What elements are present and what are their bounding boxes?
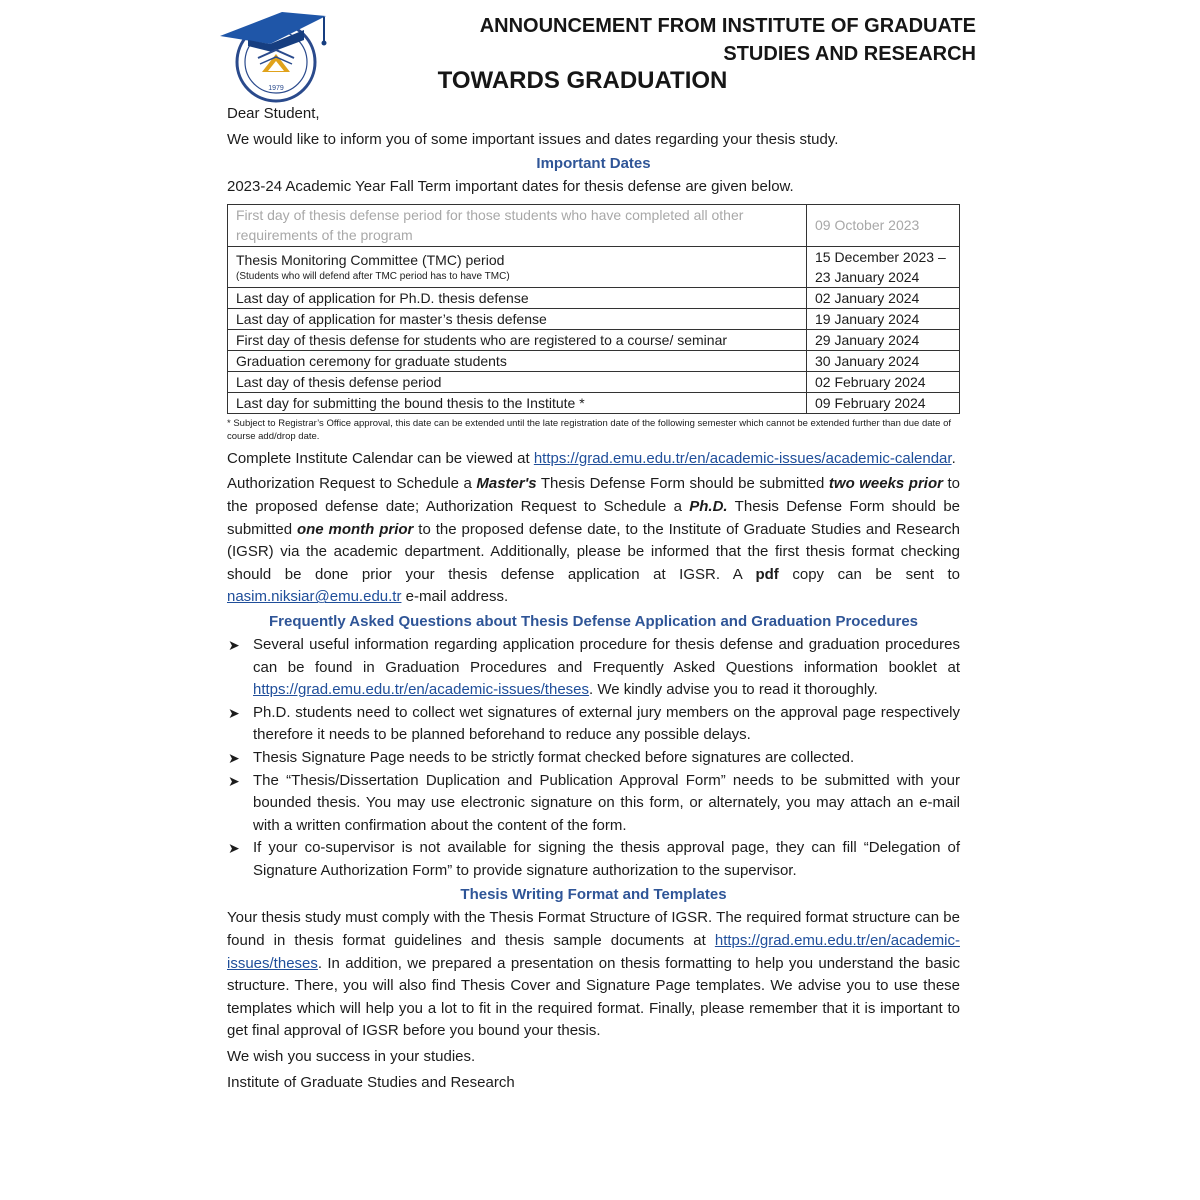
calendar-paragraph — [227, 448, 960, 471]
auth-pdf: pdf — [755, 565, 779, 583]
greeting: Dear Student, — [227, 105, 320, 122]
arrow-bullet-icon: ➤ — [228, 840, 240, 857]
auth-text-5: to the proposed defense date, to the Institute of Graduate Studies and Research (IGSR) via the academic department. Additionally, please be informed that the first thesis format checking should be done prior your thesis defense application at IGSR. A — [227, 520, 960, 583]
event-cell — [228, 246, 807, 287]
calendar-end: . — [951, 449, 956, 467]
format-text-2: . In addition, we prepared a presentation on thesis formatting to help you understand the basic structure. There, you will also find Thesis Cover and Signature Page templates. We advise you to use these templates which will help you a lot to fit in the required format. Finally, please remember that it is important to get final approval of IGSR before you bound your thesis. — [227, 954, 960, 1040]
announcement-header — [470, 12, 976, 68]
event-cell: Last day of thesis defense period — [228, 371, 807, 392]
faq-item-text: Thesis Signature Page needs to be strictly format checked before signatures are collected. — [253, 748, 855, 766]
auth-one-month: one month prior — [296, 520, 414, 538]
table-footnote: * Subject to Registrar’s Office approval, this date can be extended until the late registration date of the following semester which cannot be extended further than due date of course add/drop date. — [227, 417, 952, 442]
event-cell: Last day of application for master’s thesis defense — [228, 308, 807, 329]
closing-text: We wish you success in your studies. — [227, 1048, 476, 1066]
date-cell: 09 October 2023 — [807, 204, 960, 246]
table-row — [228, 329, 960, 350]
auth-two-weeks: two weeks prior — [828, 475, 943, 493]
auth-text-3: to the proposed defense date; Authorization Request to Schedule a — [227, 475, 960, 515]
arrow-bullet-icon: ➤ — [228, 772, 240, 789]
format-heading: Thesis Writing Format and Templates — [460, 886, 727, 904]
format-paragraph — [227, 907, 960, 1043]
email-link[interactable]: nasim.niksiar@emu.edu.tr — [227, 588, 402, 606]
date-cell: 02 February 2024 — [807, 371, 960, 392]
table-row — [228, 371, 960, 392]
svg-text:1979: 1979 — [268, 85, 284, 92]
date-cell: 09 February 2024 — [807, 392, 960, 413]
dates-table — [227, 204, 960, 414]
faq-heading: Frequently Asked Questions about Thesis Defense Application and Graduation Procedures — [268, 612, 918, 630]
list-item — [227, 702, 960, 747]
date-cell: 19 January 2024 — [807, 308, 960, 329]
faq-item-text: Several useful information regarding application procedure for thesis defense and graduation procedures can be found in Graduation Procedures and Frequently Asked Questions information booklet at — [253, 635, 960, 676]
auth-phd: Ph.D. — [689, 497, 728, 515]
letter-body — [227, 103, 960, 1094]
list-item — [227, 747, 960, 770]
event-label: Thesis Monitoring Committee (TMC) period — [236, 252, 505, 269]
table-row — [228, 246, 960, 287]
table-row — [228, 392, 960, 413]
date-cell: 15 December 2023 – 23 January 2024 — [807, 246, 960, 287]
intro-text: We would like to inform you of some important issues and dates regarding your thesis study. — [227, 130, 839, 148]
auth-text-1: Authorization Request to Schedule a — [227, 475, 477, 493]
format-link[interactable]: https://grad.emu.edu.tr/en/academic-issues/theses — [227, 932, 960, 972]
page-title: TOWARDS GRADUATION — [437, 67, 728, 94]
auth-text-7: e-mail address. — [401, 588, 509, 606]
signature-text: Institute of Graduate Studies and Research — [227, 1073, 515, 1091]
event-cell: Last day for submitting the bound thesis to the Institute * — [228, 392, 807, 413]
format-text-1: Your thesis study must comply with the Thesis Format Structure of IGSR. The required format structure can be found in thesis format guidelines and thesis sample documents at — [227, 909, 960, 950]
auth-text-6: copy can be sent to — [778, 565, 960, 583]
table-row — [228, 204, 960, 246]
calendar-text: Complete Institute Calendar can be viewed at — [227, 449, 534, 467]
arrow-bullet-icon: ➤ — [228, 704, 240, 721]
faq-item-text: The “Thesis/Dissertation Duplication and Publication Approval Form” needs to be submitted with your bounded thesis. You may use electronic signature on this form, or alternately, you may attach an e-mail with a written confirmation about the content of the form. — [253, 771, 960, 834]
header-line-1: ANNOUNCEMENT FROM INSTITUTE OF GRADUATE — [479, 15, 976, 37]
event-note: (Students who will defend after TMC period has to have TMC) — [236, 271, 510, 283]
date-cell: 02 January 2024 — [807, 287, 960, 308]
faq-item-text: Ph.D. students need to collect wet signatures of external jury members on the approval page respectively therefore it needs to be planned beforehand to reduce any possible delays. — [253, 703, 960, 744]
auth-masters: Master's — [476, 475, 537, 493]
list-item — [227, 837, 960, 882]
faq-item-text: . We kindly advise you to read it thoroughly. — [589, 681, 878, 699]
authorization-paragraph — [227, 473, 960, 609]
auth-text-2: Thesis Defense Form should be submitted — [536, 475, 829, 493]
event-cell: First day of thesis defense for students who are registered to a course/ seminar — [228, 329, 807, 350]
dates-intro: 2023-24 Academic Year Fall Term important dates for thesis defense are given below. — [227, 178, 794, 196]
event-cell: Graduation ceremony for graduate students — [228, 350, 807, 371]
header-line-2: STUDIES AND RESEARCH — [723, 43, 976, 65]
auth-text-4: Thesis Defense Form should be submitted — [227, 497, 960, 538]
faq-list — [227, 634, 960, 883]
table-row — [228, 350, 960, 371]
table-row — [228, 287, 960, 308]
important-dates-heading: Important Dates — [536, 155, 651, 173]
list-item — [227, 634, 960, 702]
date-cell: 29 January 2024 — [807, 329, 960, 350]
table-row — [228, 308, 960, 329]
calendar-link[interactable]: https://grad.emu.edu.tr/en/academic-issues/academic-calendar — [533, 449, 952, 467]
date-cell: 30 January 2024 — [807, 350, 960, 371]
list-item — [227, 770, 960, 838]
event-cell: First day of thesis defense period for those students who have completed all other requirements of the program — [228, 204, 807, 246]
event-cell: Last day of application for Ph.D. thesis defense — [228, 287, 807, 308]
theses-link[interactable]: https://grad.emu.edu.tr/en/academic-issues/theses — [253, 681, 590, 699]
faq-item-text: If your co-supervisor is not available for signing the thesis approval page, they can fill “Delegation of Signature Authorization Form” to provide signature authorization to the supervisor. — [253, 839, 960, 879]
arrow-bullet-icon: ➤ — [228, 749, 240, 766]
arrow-bullet-icon: ➤ — [228, 636, 240, 653]
